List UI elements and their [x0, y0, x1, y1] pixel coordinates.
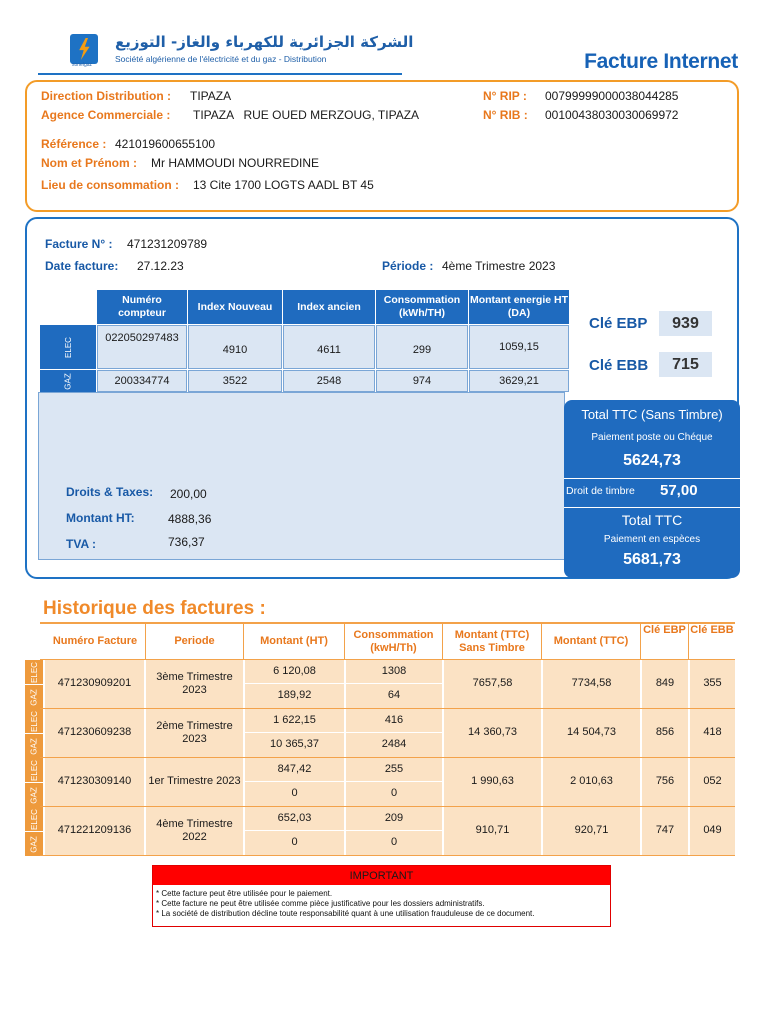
hist-ebb: 049 [690, 807, 735, 855]
hist-ht-gaz: 10 365,37 [245, 733, 344, 757]
hist-ebp: 747 [642, 807, 688, 855]
hist-numero: 471230309140 [45, 758, 144, 806]
hist-numero: 471230909201 [45, 660, 144, 708]
hist-ttc-sans: 1 990,63 [444, 758, 541, 806]
nom-label: Nom et Prénom : [41, 156, 138, 170]
gaz-index-ancien: 2548 [283, 370, 375, 392]
total-ttc-label: Total TTC [621, 512, 683, 528]
panel-divider-1 [564, 478, 740, 479]
total-ttc-value: 5681,73 [623, 551, 681, 568]
hist-ht-elec: 6 120,08 [245, 660, 344, 683]
hist-col-montant-ht: Montant (HT) [260, 635, 328, 648]
taxes-area [38, 392, 565, 560]
hist-row-divider [40, 855, 735, 856]
lieu-label: Lieu de consommation : [41, 178, 180, 192]
hist-type-gaz: GAZ [25, 734, 43, 758]
hist-ebp: 856 [642, 709, 688, 757]
hist-cons-gaz: 64 [346, 684, 442, 708]
gaz-index-nouveau: 3522 [188, 370, 282, 392]
droits-label: Droits & Taxes: [66, 485, 154, 499]
hist-ttc-sans: 7657,58 [444, 660, 541, 708]
paiement-poste-label: Paiement poste ou Chéque [591, 432, 713, 443]
col-index-ancien: Index ancien [283, 290, 375, 324]
rib-value: 00100438030030069972 [545, 108, 679, 122]
hist-periode: 3ème Trimestre 2023 [146, 660, 243, 708]
periode-value: 4ème Trimestre 2023 [442, 259, 556, 273]
facture-value: 471231209789 [127, 237, 208, 251]
hist-col-cle-ebp: Clé EBP [643, 624, 686, 636]
hist-col-ttc-sans-timbre: Montant (TTC) Sans Timbre [454, 628, 530, 654]
elec-index-nouveau: 4910 [188, 325, 282, 369]
hist-ebb: 355 [690, 660, 735, 708]
montant-ht-value: 4888,36 [168, 512, 212, 526]
direction-label: Direction Distribution : [41, 89, 171, 103]
elec-index-ancien: 4611 [283, 325, 375, 369]
reference-value: 421019600655100 [115, 137, 216, 151]
paiement-especes-label: Paiement en espèces [603, 534, 701, 545]
elec-compteur: 022050297483 [97, 325, 187, 369]
tva-label: TVA : [66, 537, 96, 551]
montant-ht-label: Montant HT: [66, 511, 135, 525]
hist-type-elec: ELEC [25, 807, 43, 831]
droits-value: 200,00 [170, 487, 207, 501]
hist-type-elec: ELEC [25, 758, 43, 782]
hist-ttc: 7734,58 [543, 660, 640, 708]
hist-ttc: 2 010,63 [543, 758, 640, 806]
hist-ebb: 418 [690, 709, 735, 757]
rip-label: N° RIP : [483, 89, 527, 103]
sonelgaz-logo-icon [70, 34, 98, 64]
hist-ht-elec: 652,03 [245, 807, 344, 830]
elec-montant: 1059,15 [469, 325, 569, 369]
facture-label: Facture N° : [45, 237, 113, 251]
history-title: Historique des factures : [43, 598, 266, 619]
important-line-1: * Cette facture peut être utilisée pour le paiement. [156, 889, 333, 898]
col-index-nouveau: Index Nouveau [188, 290, 282, 324]
elec-consommation: 299 [376, 325, 468, 369]
hist-ttc: 14 504,73 [543, 709, 640, 757]
hist-col-periode: Periode [174, 635, 215, 648]
hist-header-divider [40, 659, 735, 660]
droit-timbre-label: Droit de timbre [566, 485, 635, 497]
hist-ebp: 849 [642, 660, 688, 708]
important-line-2: * Cette facture ne peut être utilisée comme pièce justificative pour les dossiers administratifs. [156, 899, 485, 908]
hist-numero: 471221209136 [45, 807, 144, 855]
hist-ht-gaz: 189,92 [245, 684, 344, 708]
date-label: Date facture: [45, 259, 119, 273]
hist-ht-gaz: 0 [245, 782, 344, 806]
hist-cons-elec: 416 [346, 709, 442, 732]
page-title: Facture Internet [584, 50, 738, 73]
hist-cons-elec: 255 [346, 758, 442, 781]
total-sans-timbre-value: 5624,73 [623, 452, 681, 469]
nom-value: Mr HAMMOUDI NOURREDINE [151, 156, 319, 170]
lieu-value: 13 Cite 1700 LOGTS AADL BT 45 [193, 178, 374, 192]
hist-col-cle-ebb: Clé EBB [690, 624, 734, 636]
important-box [152, 865, 611, 927]
hist-cons-elec: 209 [346, 807, 442, 830]
hist-ht-elec: 1 622,15 [245, 709, 344, 732]
col-montant-energie: Montant energie HT (DA) [469, 290, 569, 324]
important-line-3: * La société de distribution décline toute responsabilité quant à une utilisation frauduleuse de ce document. [156, 909, 535, 918]
hist-ebp: 756 [642, 758, 688, 806]
panel-divider-2 [564, 507, 740, 508]
hist-type-elec: ELEC [25, 660, 43, 684]
hist-cons-gaz: 0 [346, 831, 442, 855]
hist-col-numero: Numéro Facture [52, 635, 138, 648]
agence-value: TIPAZA RUE OUED MERZOUG, TIPAZA [193, 108, 420, 122]
rib-label: N° RIB : [483, 108, 528, 122]
hist-ht-elec: 847,42 [245, 758, 344, 781]
hist-type-gaz: GAZ [25, 832, 43, 856]
hist-col-consommation: Consommation (kwH/Th) [353, 628, 434, 654]
hist-col-ttc: Montant (TTC) [553, 635, 629, 648]
hist-cons-gaz: 0 [346, 782, 442, 806]
rip-value: 00799999000038044285 [545, 89, 679, 103]
agence-label: Agence Commerciale : [41, 108, 171, 122]
row-type-gaz: GAZ [40, 370, 96, 392]
direction-value: TIPAZA [190, 89, 232, 103]
reference-label: Référence : [41, 137, 107, 151]
hist-numero: 471230609238 [45, 709, 144, 757]
cle-ebb-label: Clé EBB [589, 357, 649, 374]
company-name-arabic: الشركة الجزائرية للكهرباء والغاز- التوزيع [115, 33, 414, 51]
col-consommation: Consommation (kWh/TH) [376, 290, 468, 324]
cle-ebp-value: 939 [659, 311, 712, 336]
hist-ttc: 920,71 [543, 807, 640, 855]
hist-type-gaz: GAZ [25, 685, 43, 709]
date-value: 27.12.23 [137, 259, 184, 273]
hist-cons-gaz: 2484 [346, 733, 442, 757]
hist-ht-gaz: 0 [245, 831, 344, 855]
company-name-french: Société algérienne de l'électricité et du gaz - Distribution [115, 54, 327, 64]
hist-type-gaz: GAZ [25, 783, 43, 807]
hist-ttc-sans: 14 360,73 [444, 709, 541, 757]
col-numero-compteur: Numéro compteur [97, 290, 187, 324]
total-sans-timbre-label: Total TTC (Sans Timbre) [581, 407, 723, 422]
tva-value: 736,37 [168, 535, 205, 549]
row-type-elec: ELEC [40, 325, 96, 369]
hist-cons-elec: 1308 [346, 660, 442, 683]
periode-label: Période : [382, 259, 434, 273]
hist-type-elec: ELEC [25, 709, 43, 733]
cle-ebb-value: 715 [659, 352, 712, 377]
hist-periode: 2ème Trimestre 2023 [146, 709, 243, 757]
droit-timbre-value: 57,00 [660, 482, 698, 499]
cle-ebp-label: Clé EBP [589, 315, 648, 332]
gaz-montant: 3629,21 [469, 370, 569, 392]
gaz-compteur: 200334774 [97, 370, 187, 392]
hist-ttc-sans: 910,71 [444, 807, 541, 855]
hist-ebb: 052 [690, 758, 735, 806]
header-divider [38, 73, 402, 75]
hist-periode: 1er Trimestre 2023 [146, 758, 243, 806]
logo-tag: sonelgaz [72, 62, 93, 68]
hist-periode: 4ème Trimestre 2022 [146, 807, 243, 855]
gaz-consommation: 974 [376, 370, 468, 392]
important-title: IMPORTANT [153, 866, 610, 885]
